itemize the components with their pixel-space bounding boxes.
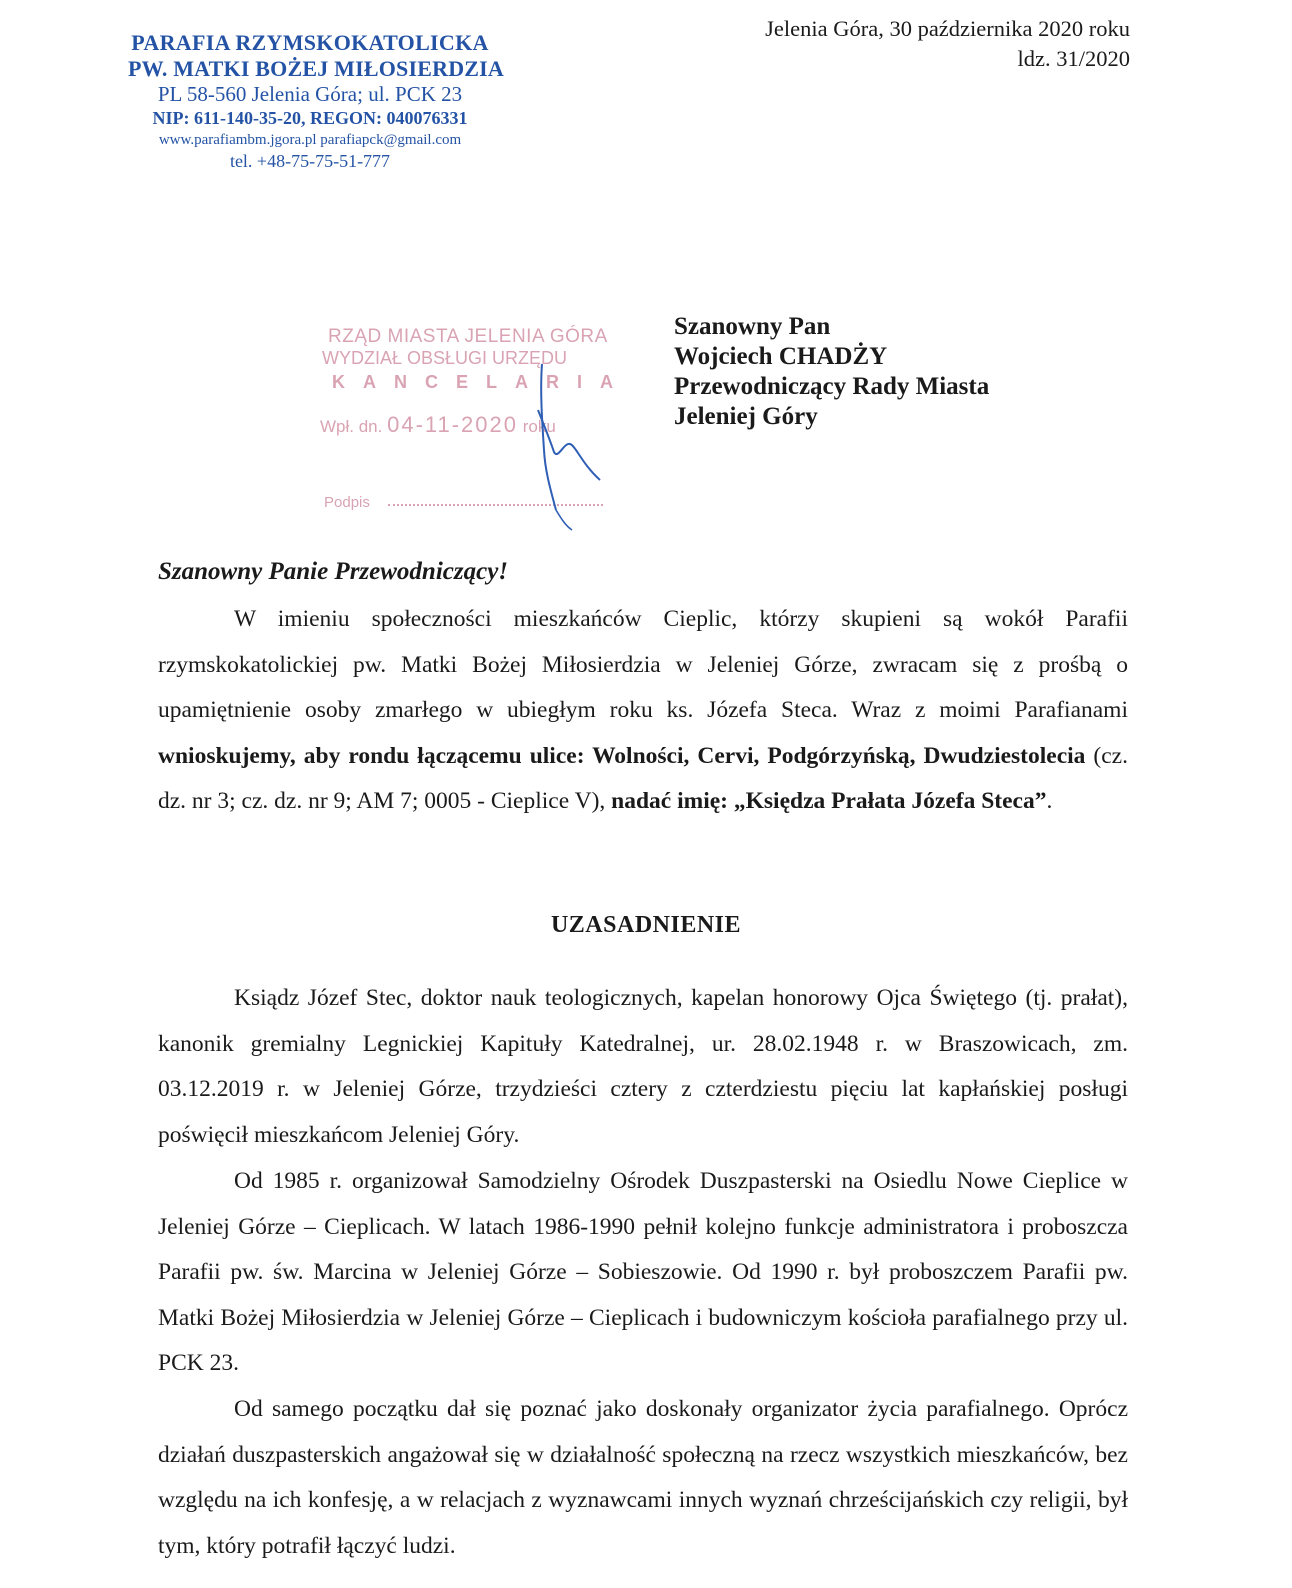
paragraph-bold-text: nadać imię: „Księdza Prałata Józefa Steca” (611, 788, 1047, 814)
addressee-line: Jeleniej Góry (674, 403, 818, 430)
paragraph-organizer: Od samego początku dał się poznać jako doskonały organizator życia parafialnego. Oprócz działań duszpasterskich angażował się w działalność społeczną na rzecz wszystkich mieszkańców, bez względu na ich konfesję, a w relacjach z wyznawcami innych wyznań chrześcijańskich czy religii, był tym, który potrafił łączyć ludzi. (158, 1396, 1128, 1559)
letterhead-line: NIP: 611-140-35-20, REGON: 040076331 (152, 108, 468, 128)
letterhead-line: PW. MATKI BOŻEJ MIŁOSIERDZIA (128, 56, 505, 81)
letterhead-line: tel. +48-75-75-51-777 (229, 151, 391, 171)
paragraph-career: Od 1985 r. organizował Samodzielny Ośrodek Duszpasterski na Osiedlu Nowe Cieplice w Jeleniej Górze – Cieplicach. W latach 1986-1990 pełnił kolejno funkcje administratora i proboszcza Parafii pw. św. Marcina w Jeleniej Górze – Sobieszowie. Od 1990 r. był proboszczem Parafii pw. Matki Bożej Miłosierdzia w Jeleniej Górze – Cieplicach i budowniczym kościoła parafialnego przy ul. PCK 23. (158, 1168, 1128, 1376)
letterhead-line: www.parafiambm.jgora.pl parafiapck@gmail.com (158, 132, 462, 148)
addressee-block (674, 312, 989, 432)
handwritten-signature (520, 360, 610, 535)
date-line: Jelenia Góra, 30 października 2020 roku (765, 16, 1130, 41)
paragraph-biography: Ksiądz Józef Stec, doktor nauk teologicznych, kapelan honorowy Ojca Świętego (tj. prałat), kanonik gremialny Legnickiej Kapituły Katedralnej, ur. 28.02.1948 r. w Braszowicach, zm. 03.12.2019 r. w Jeleniej Górze, trzydzieści cztery z czterdziestu pięciu lat kapłańskiej posługi poświęcił mieszkańcom Jeleniej Góry. (158, 985, 1128, 1148)
addressee-line: Przewodniczący Rady Miasta (674, 373, 990, 400)
paragraph-request (158, 597, 1128, 825)
letterhead-line: PL 58-560 Jelenia Góra; ul. PCK 23 (157, 82, 463, 106)
paragraph-text: (cz. dz. nr 3; cz. dz. nr 9; AM 7; 0005 - Cieplice V), (158, 742, 1128, 814)
addressee-line: Szanowny Pan (674, 313, 831, 340)
reference-number: ldz. 31/2020 (1017, 46, 1130, 71)
section-heading: UZASADNIENIE (550, 912, 742, 938)
paragraph-bold-text: wnioskujemy, aby rondu łączącemu ulice: Wolności, Cervi, Podgórzyńską, Dwudziestolecia (158, 742, 1086, 769)
stamp-date: 04-11-2020 (387, 412, 518, 437)
stamp-sign-label: Podpis (324, 494, 370, 511)
addressee-name: Wojciech CHADŻY (674, 343, 888, 370)
stamp-date-suffix: roku (522, 417, 556, 436)
stamp-date-prefix: Wpł. dn. (320, 417, 383, 436)
parish-letterhead-stamp (128, 30, 505, 173)
stamp-line: WYDZIAŁ OBSŁUGI URZĘDU (322, 348, 568, 368)
paragraph-text: . (1046, 788, 1053, 814)
salutation: Szanowny Panie Przewodniczący! (158, 558, 509, 585)
letterhead-line: PARAFIA RZYMSKOKATOLICKA (131, 30, 489, 55)
stamp-line: KANCELARIA (332, 372, 631, 392)
date-block (765, 14, 1130, 74)
paragraph-text: W imieniu społeczności mieszkańców Cieplic, którzy skupieni są wokół Parafii rzymskokatolickiej pw. Matki Bożej Miłosierdzia w Jeleniej Górze, zwracam się z prośbą o upamiętnienie osoby zmarłego w ubiegłym roku ks. Józefa Steca. Wraz z moimi Parafianami (158, 606, 1128, 723)
stamp-line: RZĄD MIASTA JELENIA GÓRA (328, 326, 608, 347)
